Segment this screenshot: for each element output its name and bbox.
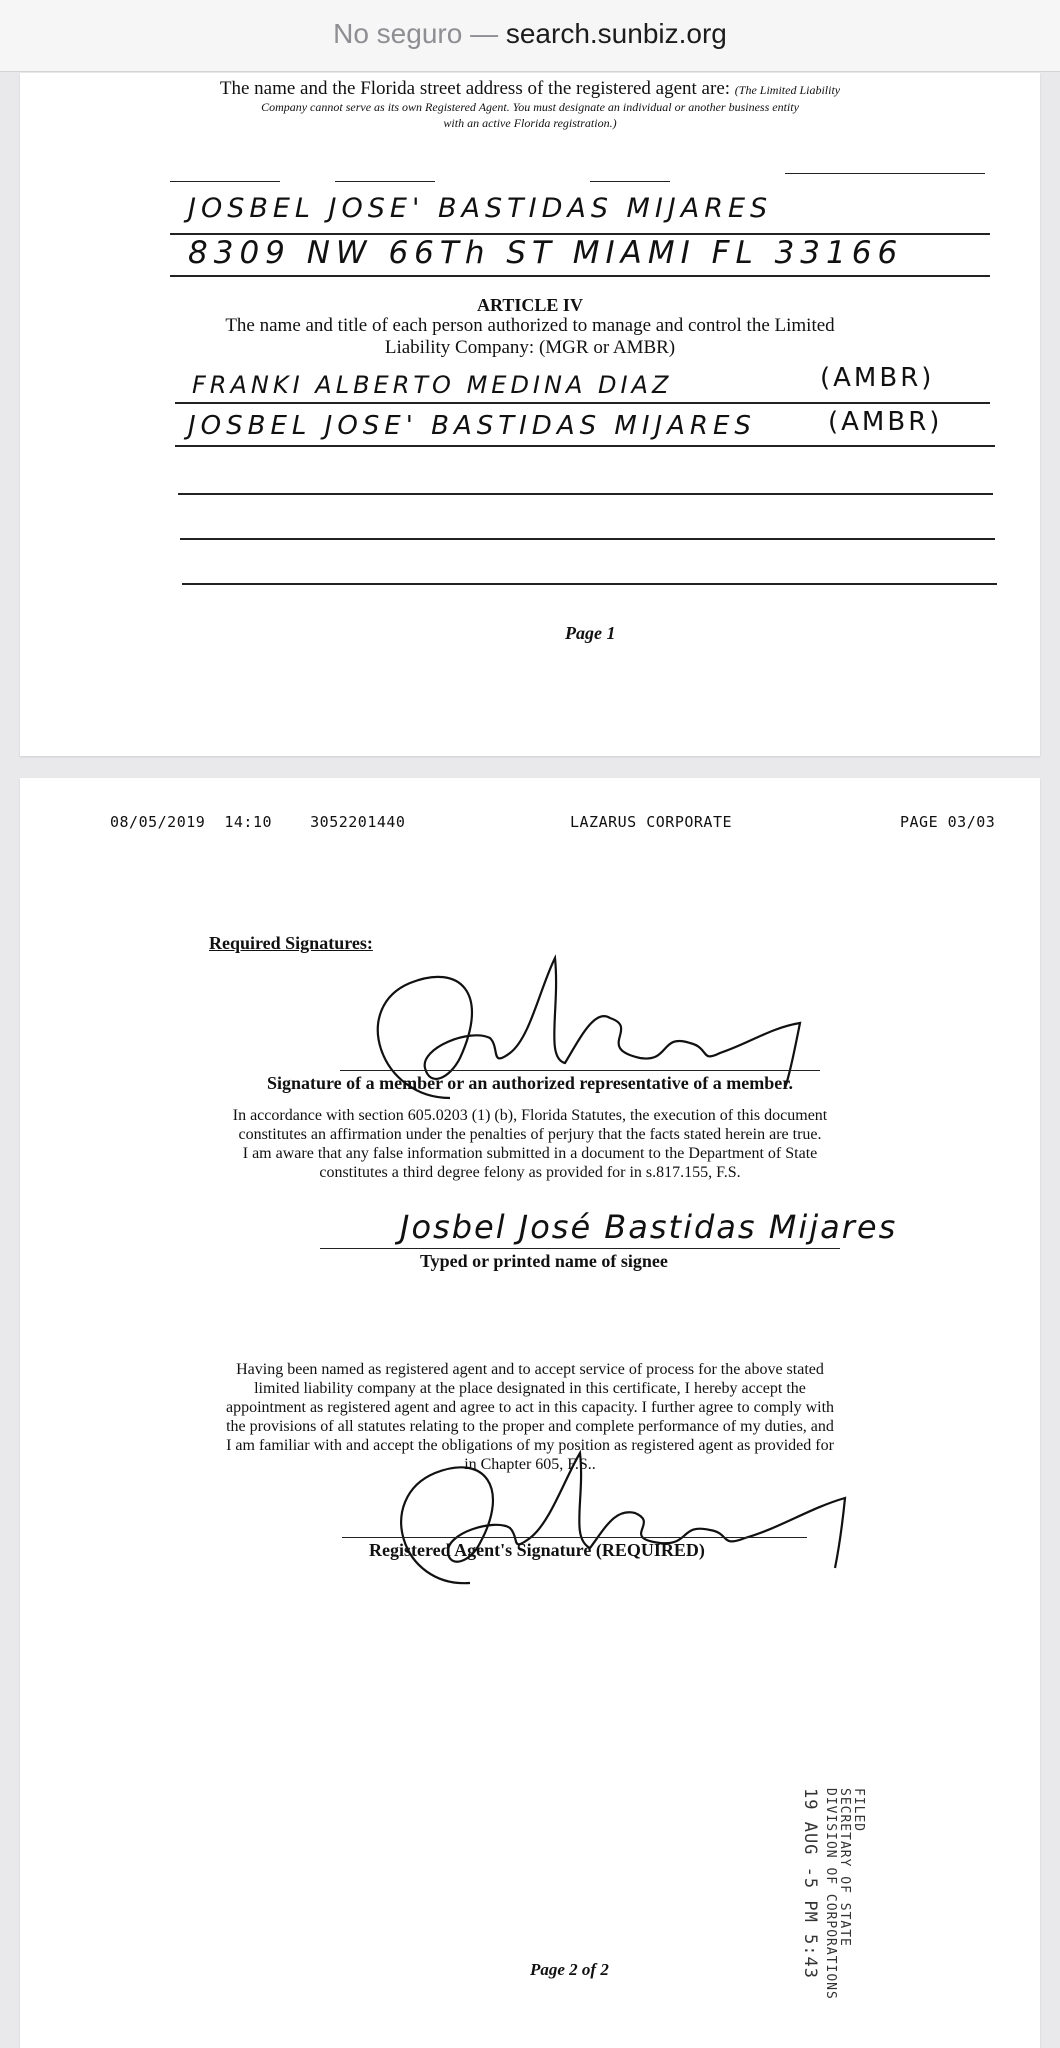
fax-time: 14:10 bbox=[224, 813, 273, 831]
affirmation-line: constitutes an affirmation under the penalties of perjury that the facts stated herein are true. bbox=[238, 1126, 822, 1143]
manager-title-2: (AMBR) bbox=[828, 407, 943, 437]
acceptance-line: Having been named as registered agent and to accept service of process for the above stated bbox=[236, 1361, 824, 1378]
required-signatures-heading: Required Signatures: bbox=[209, 933, 373, 953]
agent-intro bbox=[20, 78, 1040, 100]
manager-line-5 bbox=[182, 583, 997, 585]
stamp-line: SECRETARY OF STATE bbox=[837, 1788, 852, 1947]
insecure-label: No seguro bbox=[333, 18, 463, 49]
page-2-label: Page 2 of 2 bbox=[530, 1960, 609, 1979]
manager-name-2: JOSBEL JOSE' BASTIDAS MIJARES bbox=[188, 411, 756, 441]
agent-intro-text: The name and the Florida street address of the registered agent are: bbox=[219, 78, 731, 99]
member-signature-line bbox=[340, 1070, 820, 1071]
url-separator: — bbox=[470, 18, 499, 49]
fax-page: PAGE 03/03 bbox=[900, 813, 996, 831]
fax-date: 08/05/2019 bbox=[110, 813, 206, 831]
blank-rule bbox=[335, 181, 435, 182]
affirmation-text bbox=[20, 1106, 1040, 1182]
agent-name-handwritten: JOSBEL JOSE' BASTIDAS MIJARES bbox=[188, 193, 773, 224]
fax-number: 3052201440 bbox=[310, 813, 406, 831]
agent-note-3: with an active Florida registration.) bbox=[443, 116, 617, 130]
agent-signature-label: Registered Agent's Signature (REQUIRED) bbox=[369, 1540, 705, 1560]
printed-name-line bbox=[320, 1248, 840, 1249]
fax-sender: LAZARUS CORPORATE bbox=[570, 813, 733, 831]
affirmation-line: I am aware that any false information submitted in a document to the Department of State bbox=[242, 1145, 818, 1162]
acceptance-line: appointment as registered agent and agree to act in this capacity. I further agree to comply with bbox=[225, 1399, 835, 1416]
blank-rule bbox=[170, 181, 280, 182]
manager-title-1: (AMBR) bbox=[820, 363, 935, 393]
member-signature-label: Signature of a member or an authorized representative of a member. bbox=[266, 1073, 794, 1093]
agent-address-handwritten: 8309 NW 66Th ST MIAMI FL 33166 bbox=[188, 235, 904, 271]
stamp-line: DIVISION OF CORPORATIONS bbox=[823, 1788, 838, 2000]
printed-name-label: Typed or printed name of signee bbox=[420, 1251, 668, 1271]
agent-signature-line bbox=[342, 1537, 807, 1538]
acceptance-line: I am familiar with and accept the obligations of my position as registered agent as provided for bbox=[226, 1437, 834, 1454]
filed-stamp bbox=[795, 1788, 865, 2008]
affirmation-line: In accordance with section 605.0203 (1) (b), Florida Statutes, the execution of this document bbox=[232, 1107, 828, 1124]
article-title: ARTICLE IV bbox=[477, 295, 583, 315]
acceptance-line: in Chapter 605, F.S.. bbox=[464, 1456, 596, 1473]
article-text-1: The name and title of each person authorized to manage and control the Limited bbox=[225, 315, 835, 336]
document-page-1 bbox=[20, 73, 1040, 756]
page-1-label: Page 1 bbox=[565, 623, 616, 643]
manager-line-4 bbox=[180, 538, 995, 540]
fax-header bbox=[110, 813, 405, 831]
manager-line-1 bbox=[175, 402, 990, 404]
agent-signature bbox=[360, 1438, 880, 1598]
stamp-line: FILED bbox=[851, 1788, 866, 1833]
blank-rule bbox=[590, 181, 670, 182]
manager-name-1: FRANKI ALBERTO MEDINA DIAZ bbox=[192, 371, 673, 399]
article-text-2: Liability Company: (MGR or AMBR) bbox=[384, 337, 676, 358]
stamp-line: 19 AUG -5 PM 5:43 bbox=[800, 1788, 820, 1979]
acceptance-line: the provisions of all statutes relating to the proper and complete performance of my duties, and bbox=[226, 1418, 834, 1435]
document-page-2 bbox=[20, 778, 1040, 2048]
affirmation-line: constitutes a third degree felony as provided for in s.817.155, F.S. bbox=[319, 1164, 741, 1181]
agent-address-line bbox=[170, 275, 990, 277]
agent-note-2: Company cannot serve as its own Registered Agent. You must designate an individual or another business entity bbox=[261, 100, 799, 114]
manager-line-3 bbox=[178, 493, 993, 495]
printed-name-handwritten: Josbel José Bastidas Mijares bbox=[400, 1208, 898, 1246]
address-bar[interactable] bbox=[0, 0, 1060, 72]
url-domain: search.sunbiz.org bbox=[505, 18, 727, 49]
blank-rule bbox=[785, 173, 985, 174]
acceptance-line: limited liability company at the place designated in this certificate, I hereby accept the bbox=[254, 1380, 806, 1397]
agent-note-1: (The Limited Liability bbox=[734, 83, 841, 97]
manager-line-2 bbox=[175, 445, 995, 447]
